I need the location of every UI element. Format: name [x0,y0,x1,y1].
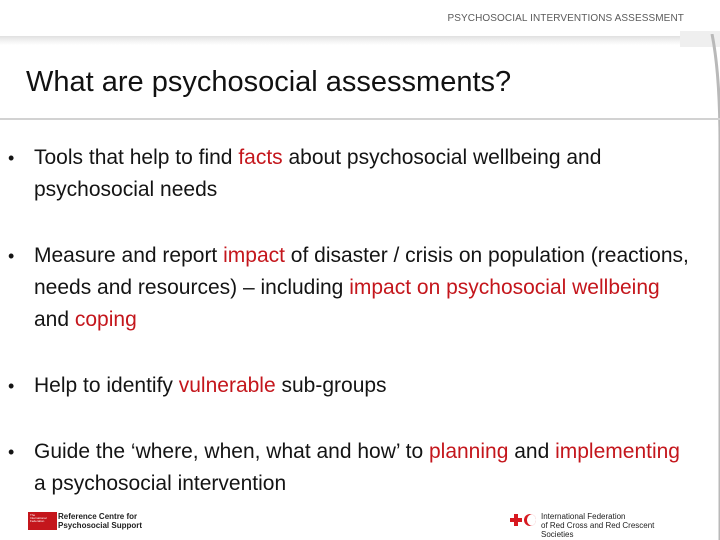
header-rule [0,36,720,45]
bullet-segment: and [34,308,75,331]
highlight-segment: implementing [555,440,680,463]
bullet-text [34,374,387,397]
bullet-item-2 [0,240,690,336]
footer-left-org: Reference Centre for Psychosocial Support [58,512,143,530]
reference-centre-logo-icon [28,512,57,530]
header-label: PSYCHOSOCIAL INTERVENTIONS ASSESSMENT [447,13,684,24]
bullet-text [34,146,601,201]
bullet-segment: a psychosocial intervention [34,472,287,495]
bullet-segment: Measure and report [34,244,224,267]
bullet-segment: Tools that help to find [34,146,239,169]
highlight-segment: vulnerable [178,374,276,397]
red-crescent-icon [524,514,536,526]
highlight-segment: impact [223,244,285,267]
red-cross-icon [510,514,522,526]
highlight-segment: coping [74,308,137,331]
bullet-item-1 [0,142,690,206]
highlight-segment: planning [428,440,509,463]
header-rule-right [680,31,720,47]
bullet-segment: Help to identify [34,374,179,397]
footer-right-org: International Federation of Red Cross and Red Crescent Societies [541,512,655,539]
bullet-text [34,244,689,331]
bullet-segment: Guide the ‘where, when, what and how’ to [34,440,429,463]
bullet-dot: • [8,376,15,396]
bullet-item-4 [0,436,690,500]
bullet-dot: • [8,442,15,462]
bullet-segment: of disaster / crisis on population (reactions, needs and resources) – including [34,244,689,299]
bullet-dot: • [8,246,15,266]
bullet-text [34,440,680,495]
footer-right-logo [510,510,688,539]
highlight-segment: facts [238,146,283,169]
slide-title: What are psychosocial assessments? [26,66,512,98]
bullet-list [0,142,700,500]
title-rule [0,118,720,120]
logo-badge-text: The International Federation [30,513,47,523]
bullet-segment: about psychosocial wellbeing and psychosocial needs [34,146,602,201]
highlight-segment: impact on psychosocial wellbeing [349,276,660,299]
bullet-segment: sub-groups [275,374,387,397]
bullet-segment: and [508,440,556,463]
bullet-dot: • [8,148,15,168]
bullet-item-3 [0,370,690,402]
footer-left-logo [28,510,178,534]
